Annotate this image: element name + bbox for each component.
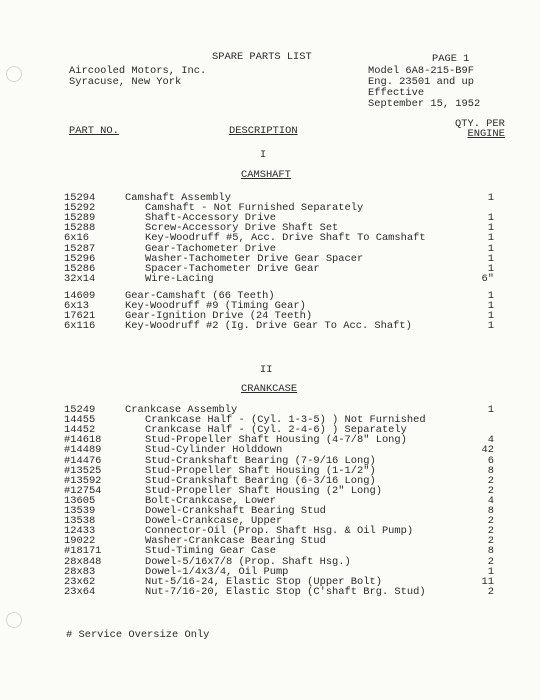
part-quantity: 1 [487,242,494,255]
part-number: 12433 [64,525,96,538]
part-description: Gear-Tachometer Drive [145,242,276,255]
part-quantity: 4 [487,494,494,507]
part-number: #12754 [64,484,102,497]
part-quantity: 1 [487,232,494,245]
part-description: Key-Woodruff #2 (Ig. Drive Gear To Acc. Shaft) [125,320,412,333]
part-quantity: 8 [487,545,494,558]
company-city: Syracuse, New York [69,76,182,88]
part-description: Camshaft - Not Furnished Separately [145,202,364,215]
date-line: September 15, 1952 [368,98,481,110]
model-info-block [368,66,480,110]
part-quantity: 2 [487,484,494,497]
part-number: 13539 [64,505,96,517]
page-label: PAGE 1 [432,53,470,65]
part-description: Connector-Oil (Prop. Shaft Hsg. & Oil Pump) [145,525,414,538]
part-number: 13605 [64,494,96,507]
section-numeral: II [260,364,273,376]
part-description: Dowel-Crankshaft Bearing Stud [145,505,326,517]
part-number: 28x83 [64,565,96,578]
part-quantity: 2 [487,535,494,548]
column-header-qty [455,119,505,139]
part-number: 15296 [64,252,96,265]
part-description: Bolt-Crankcase, Lower [145,494,276,507]
part-description: Key-Woodruff #5, Acc. Drive Shaft To Camshaft [145,232,426,245]
part-number: #18171 [64,545,102,558]
engine-line: Eng. 23501 and up [368,76,475,88]
part-number: #13525 [64,464,102,477]
part-quantity: 1 [487,300,494,312]
part-number: 6x16 [64,232,89,245]
part-quantity: 4 [487,434,494,447]
part-number: #14489 [64,444,102,457]
model-line: Model 6A8-215-B9F [368,65,475,77]
part-description: Stud-Propeller Shaft Housing (2" Long) [145,484,382,497]
part-description: Crankcase Assembly [125,404,238,416]
part-number: 14455 [64,414,96,427]
part-description: Stud-Crankshaft Bearing (6-3/16 Long) [145,474,376,487]
binder-hole-top [6,66,22,82]
part-quantity: 1 [487,252,494,265]
part-number: 15289 [64,212,96,225]
section-numeral: I [260,149,267,161]
section-title: CRANKCASE [241,383,298,395]
part-number: 15286 [64,262,96,275]
part-description: Camshaft Assembly [125,192,232,204]
part-quantity: 1 [487,262,494,275]
part-row [0,445,540,455]
part-number: 23x64 [64,585,96,598]
part-number: 23x62 [64,575,96,588]
part-row [0,244,540,254]
part-quantity: 2 [487,525,494,538]
part-description: Screw-Accessory Drive Shaft Set [145,222,339,235]
part-description: Shaft-Accessory Drive [145,212,276,225]
part-description: Stud-Propeller Shaft Housing (4-7/8" Long) [145,434,407,447]
part-row [0,546,540,556]
part-description: Dowel-Crankcase, Upper [145,515,283,528]
part-number: 15287 [64,242,96,255]
part-quantity: 42 [481,444,494,457]
part-description: Washer-Crankcase Bearing Stud [145,535,326,548]
part-number: 14609 [64,289,96,302]
part-quantity: 1 [487,565,494,578]
part-description: Stud-Cylinder Holddown [145,444,283,457]
part-quantity: 6 [487,454,494,467]
effective-line: Effective [368,87,425,99]
part-description: Nut-5/16-24, Elastic Stop (Upper Bolt) [145,575,382,588]
document-title: SPARE PARTS LIST [212,51,312,63]
part-quantity: 1 [487,212,494,225]
part-quantity: 2 [487,585,494,598]
part-number: 17621 [64,310,96,323]
part-quantity: 2 [487,474,494,487]
column-header-description: DESCRIPTION [229,125,298,137]
part-description: Spacer-Tachometer Drive Gear [145,262,320,275]
part-number: 6x116 [64,320,96,333]
part-number: #14476 [64,454,102,467]
column-header-qty-line1: QTY. PER [455,118,505,130]
part-quantity: 1 [487,404,494,416]
part-number: 14452 [64,424,96,437]
part-quantity: 8 [487,464,494,477]
part-number: 19022 [64,535,96,548]
part-quantity: 1 [487,310,494,323]
footnote: # Service Oversize Only [66,629,210,641]
part-row [0,233,540,243]
part-quantity: 8 [487,505,494,517]
part-row [0,456,540,466]
part-number: 15292 [64,202,96,215]
part-number: 15288 [64,222,96,235]
part-quantity: 1 [487,222,494,235]
part-row [0,587,540,597]
part-number: 15294 [64,192,96,204]
part-description: Key-Woodruff #9 (Timing Gear) [125,300,306,312]
part-quantity: 1 [487,192,494,204]
part-description: Crankcase Half - (Cyl. 2-4-6) ) Separately [145,424,407,437]
part-quantity: 1 [487,320,494,333]
part-number: 32x14 [64,272,96,285]
part-row [0,321,540,331]
part-description: Gear-Ignition Drive (24 Teeth) [125,310,313,323]
part-number: #13592 [64,474,102,487]
part-row [0,557,540,567]
company-name: Aircooled Motors, Inc. [69,65,207,77]
part-description: Wire-Lacing [145,272,214,285]
part-number: 13538 [64,515,96,528]
part-description: Stud-Propeller Shaft Housing (1-1/2") [145,464,376,477]
part-quantity: 2 [487,555,494,568]
part-quantity: 11 [481,575,494,588]
part-description: Nut-7/16-20, Elastic Stop (C'shaft Brg. Stud) [145,585,426,598]
part-row [0,274,540,284]
part-number: 6x13 [64,300,89,312]
binder-hole-bottom [6,612,22,628]
section-title: CAMSHAFT [241,169,291,181]
part-description: Dowel-1/4x3/4, Oil Pump [145,565,289,578]
part-number: 15249 [64,404,96,416]
company-block [69,66,206,88]
column-header-part-no: PART NO. [69,125,119,137]
part-description: Dowel-5/16x7/8 (Prop. Shaft Hsg.) [145,555,351,568]
part-quantity: 2 [487,515,494,528]
part-number: #14618 [64,434,102,447]
part-description: Crankcase Half - (Cyl. 1-3-5) ) Not Furnished [145,414,426,427]
part-number: 28x848 [64,555,102,568]
part-quantity: 6" [481,272,494,285]
part-description: Stud-Crankshaft Bearing (7-9/16 Long) [145,454,376,467]
column-header-qty-line2: ENGINE [467,128,505,140]
part-description: Stud-Timing Gear Case [145,545,276,558]
part-description: Washer-Tachometer Drive Gear Spacer [145,252,364,265]
part-description: Gear-Camshaft (66 Teeth) [125,289,275,302]
part-quantity: 1 [487,289,494,302]
